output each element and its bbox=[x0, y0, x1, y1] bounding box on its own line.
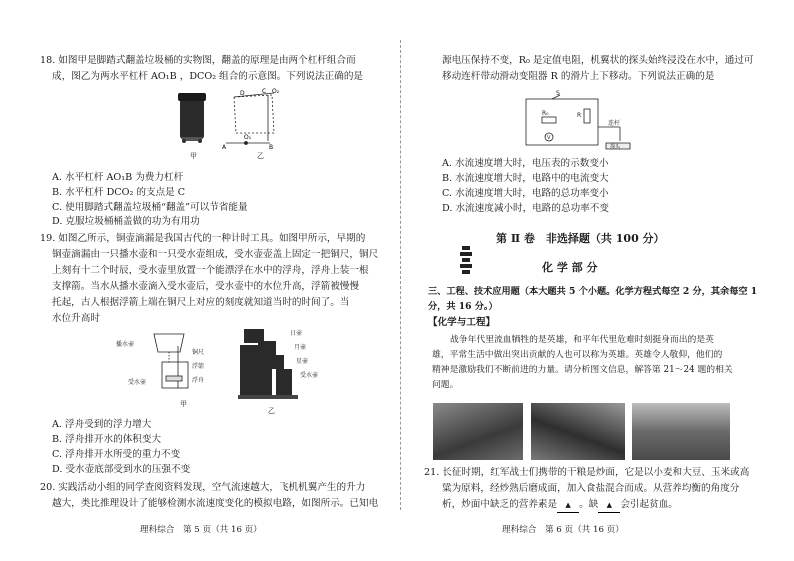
q21-line3-part-a: 析，炒面中缺乏的营养素是 bbox=[442, 499, 558, 510]
footer-page-6: 理科综合 第 6 页（共 16 页） bbox=[502, 525, 624, 535]
photo-soldier-in-field bbox=[531, 403, 625, 460]
point-b: B bbox=[269, 144, 274, 151]
q19-figure-yi bbox=[238, 327, 338, 399]
q20-option-c[interactable]: C. 水流速度增大时，电路的总功率变小 bbox=[442, 188, 609, 199]
point-o2: O₂ bbox=[272, 88, 280, 95]
q18-option-a[interactable]: A. 水平杠杆 AO₁B 为费力杠杆 bbox=[52, 172, 184, 183]
label-shou-shui-hu-2: 受水壶 bbox=[300, 372, 319, 379]
q18-option-c[interactable]: C. 使用脚踏式翻盖垃圾桶“翻盖”可以节省能量 bbox=[52, 202, 248, 213]
label-ri-hu: 日壶 bbox=[290, 330, 303, 337]
q21-line1: 21. 长征时期，红军战士们携带的干粮是炒面，它是以小麦和大豆、玉米或高 bbox=[424, 467, 750, 478]
decorative-stack-icon bbox=[458, 246, 474, 276]
q20-line1: 20. 实践活动小组的同学查阅资料发现，空气流速越大，飞机机翼产生的升力 bbox=[40, 482, 366, 493]
point-o1: O₁ bbox=[244, 134, 252, 141]
q21-line3-part-c: 会引起贫血。 bbox=[620, 499, 678, 510]
q19-line4: 支撑箭。当水从播水壶滴入受水壶后，受水壶中的水位升高，浮箭被慢慢 bbox=[52, 281, 359, 292]
q19-line5: 托起，古人根据浮箭上端在铜尺上对应的刻度就知道当时的时间了。当 bbox=[52, 297, 350, 308]
q20-option-d[interactable]: D. 水流速度减小时，电路的总功率不变 bbox=[442, 203, 609, 214]
label-lian-gan: 连杆 bbox=[608, 120, 621, 127]
label-xing-hu: 星壶 bbox=[296, 358, 309, 365]
label-tan-tou: 探头 bbox=[610, 144, 621, 150]
q19-line1: 19. 如图乙所示，铜壶滴漏是我国古代的一种计时工具。如图甲所示，早期的 bbox=[40, 233, 366, 244]
q18-stem-line2: 成，图乙为两水平杠杆 AO₁B ，DCO₂ 组合的示意图。下列说法正确的是 bbox=[52, 71, 364, 82]
q19-option-b[interactable]: B. 浮舟排开水的体积变大 bbox=[52, 434, 162, 445]
intro-line3: 精神是激励我们不断前进的力量。请分析图文信息，解答第 21～24 题的相关 bbox=[432, 365, 733, 375]
q18-figure bbox=[150, 85, 290, 165]
q21-line3-part-b: 。缺 bbox=[579, 499, 599, 510]
label-bo-shui-hu: 播水壶 bbox=[116, 341, 135, 348]
q19-option-a[interactable]: A. 浮舟受到的浮力增大 bbox=[52, 419, 152, 430]
q20-line4: 移动连杆带动滑动变阻器 R 的滑片上下移动。下列说法正确的是 bbox=[442, 71, 715, 82]
intro-line2: 雄，平常生活中做出突出贡献的人也可以称为英雄。英雄令人敬仰，他们的 bbox=[432, 350, 723, 360]
label-yue-hu: 月壶 bbox=[294, 344, 307, 351]
copper-water-clock-image bbox=[238, 329, 298, 399]
q20-line3: 源电压保持不变，R₀ 是定值电阻，机翼状的探头始终浸没在水中，通过可 bbox=[442, 55, 754, 66]
q18-option-b[interactable]: B. 水平杠杆 DCO₂ 的支点是 C bbox=[52, 187, 186, 198]
q21-answer-blank-2[interactable]: ▲ bbox=[598, 499, 620, 513]
part3-heading-line1: 三、工程、技术应用题（本大题共 5 个小题。化学方程式每空 2 分，其余每空 1 bbox=[428, 286, 758, 297]
point-d: D bbox=[240, 90, 245, 97]
q20-option-b[interactable]: B. 水流速度增大时，电路中的电流变大 bbox=[442, 173, 609, 184]
q21-answer-blank-1[interactable]: ▲ bbox=[557, 499, 579, 513]
label-resistor-r: R bbox=[577, 112, 582, 119]
right-page bbox=[402, 0, 794, 561]
trash-can-image bbox=[178, 93, 206, 143]
point-c: C bbox=[262, 88, 267, 95]
q19-line6: 水位升高时 bbox=[52, 313, 100, 324]
q19-line3: 上刻有十二个时辰，受水壶里放置一个能漂浮在水中的浮舟，浮舟上装一根 bbox=[52, 265, 369, 276]
q21-line3 bbox=[442, 498, 678, 513]
label-tong-chi: 铜尺 bbox=[192, 349, 205, 356]
footer-page-5: 理科综合 第 5 页（共 16 页） bbox=[140, 525, 262, 535]
q18-fig-label-yi: 乙 bbox=[257, 152, 264, 160]
label-fu-zhou: 浮舟 bbox=[192, 377, 205, 384]
q20-line2: 越大，类比推理设计了能够检测水流速度变化的模拟电路，如图所示。已知电 bbox=[52, 498, 379, 509]
section-title: 第 Ⅱ 卷 非选择题（共 100 分） bbox=[496, 232, 665, 245]
chemistry-part-title: 化 学 部 分 bbox=[542, 261, 598, 274]
photo-medical-workers bbox=[632, 403, 730, 460]
page-divider bbox=[400, 40, 401, 510]
q19-fig-label-yi: 乙 bbox=[268, 407, 275, 415]
label-fu-jian: 浮箭 bbox=[192, 363, 205, 370]
part3-heading-line2: 分，共 16 分。） bbox=[428, 301, 498, 312]
point-a: A bbox=[222, 144, 227, 151]
photo-red-army-soldiers bbox=[433, 403, 523, 460]
q18-stem-line1: 18. 如图甲是脚踏式翻盖垃圾桶的实物图，翻盖的原理是由两个杠杆组合而 bbox=[40, 55, 356, 66]
q19-option-d[interactable]: D. 受水壶底部受到水的压强不变 bbox=[52, 464, 191, 475]
intro-line4: 问题。 bbox=[432, 380, 459, 390]
q18-option-d[interactable]: D. 克服垃圾桶桶盖做的功为有用功 bbox=[52, 216, 200, 227]
q20-option-a[interactable]: A. 水流速度增大时，电压表的示数变小 bbox=[442, 158, 609, 169]
label-resistor-r0: R₀ bbox=[542, 110, 549, 117]
intro-line1: 战争年代里流血牺牲的是英雄，和平年代里危难时刻挺身而出的是英 bbox=[450, 335, 714, 345]
label-shou-shui-hu: 受水壶 bbox=[128, 379, 147, 386]
q19-line2: 铜壶滴漏由一只播水壶和一只受水壶组成，受水壶壶盖上固定一把铜尺，铜尺 bbox=[52, 249, 379, 260]
q19-figure-jia bbox=[110, 330, 230, 392]
label-switch-s: S bbox=[556, 90, 560, 97]
q19-fig-label-jia: 甲 bbox=[180, 400, 187, 408]
q19-option-c[interactable]: C. 浮舟排开水所受的重力不变 bbox=[52, 449, 181, 460]
q20-circuit-diagram bbox=[522, 87, 632, 153]
q18-fig-label-jia: 甲 bbox=[190, 152, 197, 160]
voltmeter-icon: V bbox=[547, 135, 551, 141]
section-tag: 【化学与工程】 bbox=[428, 317, 496, 328]
q21-line2: 粱为原料，经炒熟后磨成面，加入食盐混合而成。从营养均衡的角度分 bbox=[442, 483, 740, 494]
